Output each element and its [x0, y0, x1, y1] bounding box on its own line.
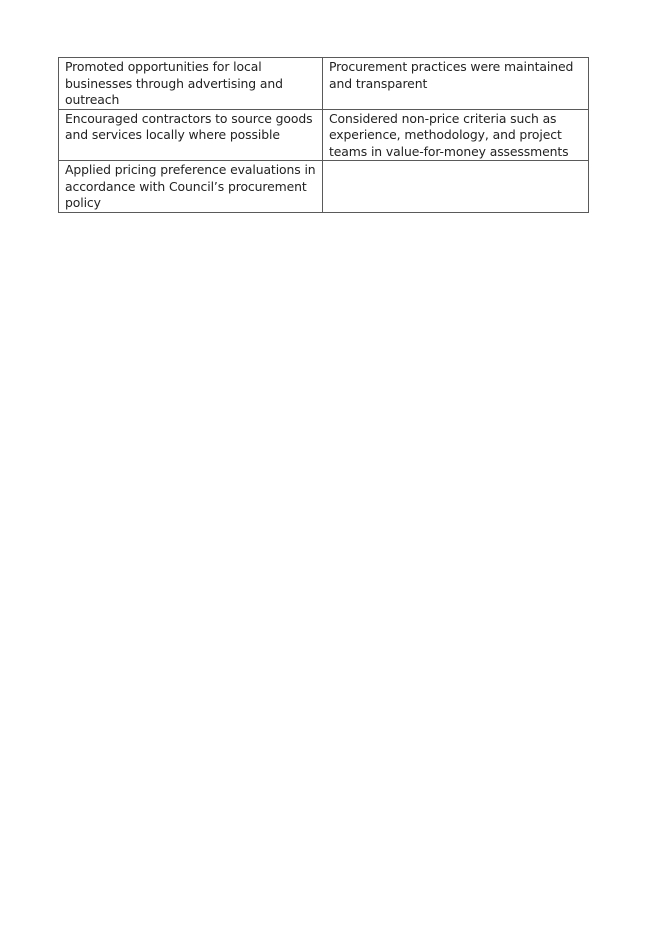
- table-row: [59, 109, 589, 161]
- table-cell-empty: [323, 161, 589, 213]
- table-cell: Encouraged contractors to source goods and services locally where possible: [59, 109, 323, 161]
- table-cell: Considered non-price criteria such as experience, methodology, and project teams in value-for-money assessments: [323, 109, 589, 161]
- table-row: [59, 161, 589, 213]
- table-cell: Applied pricing preference evaluations in accordance with Council’s procurement policy: [59, 161, 323, 213]
- table-cell: Procurement practices were maintained and transparent: [323, 58, 589, 110]
- table-row: [59, 58, 589, 110]
- table-cell: Promoted opportunities for local businesses through advertising and outreach: [59, 58, 323, 110]
- procurement-table: [58, 57, 589, 213]
